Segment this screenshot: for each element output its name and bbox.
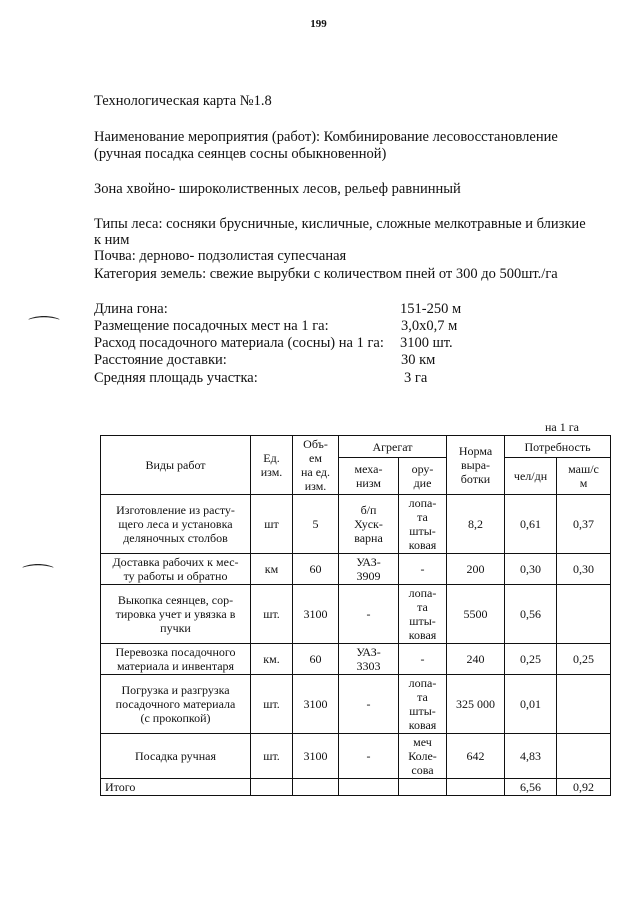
event-name-line1: Наименование мероприятия (работ): Комбинирование лесовосстановление xyxy=(94,129,558,145)
unit-note: на 1 га xyxy=(545,420,579,434)
soil-type: Почва: дерново- подзолистая супесчаная xyxy=(94,248,347,264)
event-name-line2: (ручная посадка сеянцев сосны обыкновенной) xyxy=(94,146,387,162)
header-mechanism: меха- низм xyxy=(339,458,399,495)
header-aggregate: Агрегат xyxy=(339,436,447,458)
param-label: Длина гона: xyxy=(94,301,168,317)
cell-man-days: 0,61 xyxy=(505,495,557,554)
forest-zone: Зона хвойно- широколиственных лесов, рельеф равнинный xyxy=(94,181,461,197)
header-machine-shifts: маш/с м xyxy=(557,458,611,495)
total-empty-cell xyxy=(293,779,339,796)
cell-unit: км xyxy=(251,554,293,585)
cell-work: Доставка рабочих к мес- ту работы и обратно xyxy=(101,554,251,585)
cell-norm: 5500 xyxy=(447,585,505,644)
cell-work: Изготовление из расту- щего леса и установка деляночных столбов xyxy=(101,495,251,554)
cell-machine xyxy=(557,675,611,734)
header-work-type: Виды работ xyxy=(101,436,251,495)
param-label: Расход посадочного материала (сосны) на 1 га: xyxy=(94,335,384,351)
total-empty-cell xyxy=(251,779,293,796)
cell-work: Погрузка и разгрузка посадочного материала (с прокопкой) xyxy=(101,675,251,734)
cell-man-days: 0,30 xyxy=(505,554,557,585)
cell-work: Перевозка посадочного материала и инвентаря xyxy=(101,644,251,675)
table-row xyxy=(101,585,611,644)
cell-work: Выкопка сеянцев, сор- тировка учет и увязка в пучки xyxy=(101,585,251,644)
total-label: Итого xyxy=(101,779,251,796)
cell-mechanism: УАЗ- 3909 xyxy=(339,554,399,585)
total-empty-cell xyxy=(399,779,447,796)
work-table xyxy=(100,435,611,796)
cell-machine: 0,30 xyxy=(557,554,611,585)
cell-man-days: 0,56 xyxy=(505,585,557,644)
cell-volume: 3100 xyxy=(293,675,339,734)
cell-tool: - xyxy=(399,554,447,585)
total-man-days: 6,56 xyxy=(505,779,557,796)
cell-machine: 0,37 xyxy=(557,495,611,554)
cell-machine xyxy=(557,734,611,779)
total-row xyxy=(101,779,611,796)
table-row xyxy=(101,734,611,779)
cell-tool: лопа- та шты- ковая xyxy=(399,495,447,554)
cell-unit: шт. xyxy=(251,734,293,779)
param-label: Размещение посадочных мест на 1 га: xyxy=(94,318,329,334)
param-label: Средняя площадь участка: xyxy=(94,370,258,386)
tech-card-title: Технологическая карта №1.8 xyxy=(94,93,272,109)
table-row xyxy=(101,675,611,734)
page-number: 199 xyxy=(310,18,327,30)
cell-norm: 200 xyxy=(447,554,505,585)
param-value: 3100 шт. xyxy=(400,335,453,351)
header-norm: Норма выра- ботки xyxy=(447,436,505,495)
cell-tool: меч Коле- сова xyxy=(399,734,447,779)
header-unit: Ед. изм. xyxy=(251,436,293,495)
cell-man-days: 0,01 xyxy=(505,675,557,734)
total-machine: 0,92 xyxy=(557,779,611,796)
param-value: 3,0х0,7 м xyxy=(401,318,458,334)
param-value: 30 км xyxy=(401,352,436,368)
param-value: 3 га xyxy=(404,370,428,386)
cell-mechanism: - xyxy=(339,675,399,734)
cell-volume: 3100 xyxy=(293,734,339,779)
cell-work: Посадка ручная xyxy=(101,734,251,779)
cell-volume: 3100 xyxy=(293,585,339,644)
cell-norm: 325 000 xyxy=(447,675,505,734)
header-volume: Объ- ем на ед. изм. xyxy=(293,436,339,495)
cell-man-days: 4,83 xyxy=(505,734,557,779)
margin-bird-mark-icon: ⌒ xyxy=(28,316,60,338)
header-need: Потребность xyxy=(505,436,611,458)
cell-mechanism: - xyxy=(339,585,399,644)
param-label: Расстояние доставки: xyxy=(94,352,227,368)
cell-norm: 642 xyxy=(447,734,505,779)
cell-tool: - xyxy=(399,644,447,675)
header-man-days: чел/дн xyxy=(505,458,557,495)
table-row xyxy=(101,644,611,675)
cell-machine xyxy=(557,585,611,644)
header-tool: ору- дие xyxy=(399,458,447,495)
cell-norm: 8,2 xyxy=(447,495,505,554)
cell-norm: 240 xyxy=(447,644,505,675)
cell-unit: шт xyxy=(251,495,293,554)
cell-mechanism: УАЗ- 3303 xyxy=(339,644,399,675)
cell-volume: 60 xyxy=(293,554,339,585)
cell-machine: 0,25 xyxy=(557,644,611,675)
table-row xyxy=(101,495,611,554)
cell-mechanism: б/п Хуск- варна xyxy=(339,495,399,554)
total-empty-cell xyxy=(339,779,399,796)
margin-bird-mark-icon: ⌒ xyxy=(22,564,54,586)
cell-unit: шт. xyxy=(251,675,293,734)
cell-man-days: 0,25 xyxy=(505,644,557,675)
cell-unit: км. xyxy=(251,644,293,675)
cell-volume: 5 xyxy=(293,495,339,554)
cell-tool: лопа- та шты- ковая xyxy=(399,675,447,734)
cell-mechanism: - xyxy=(339,734,399,779)
forest-types-line1: Типы леса: сосняки брусничные, кисличные, сложные мелкотравные и близкие xyxy=(94,216,586,232)
land-category: Категория земель: свежие вырубки с количеством пней от 300 до 500шт./га xyxy=(94,266,558,282)
cell-unit: шт. xyxy=(251,585,293,644)
total-empty-cell xyxy=(447,779,505,796)
cell-tool: лопа- та шты- ковая xyxy=(399,585,447,644)
param-value: 151-250 м xyxy=(400,301,462,317)
forest-types-line2: к ним xyxy=(94,232,130,248)
table-row xyxy=(101,554,611,585)
cell-volume: 60 xyxy=(293,644,339,675)
